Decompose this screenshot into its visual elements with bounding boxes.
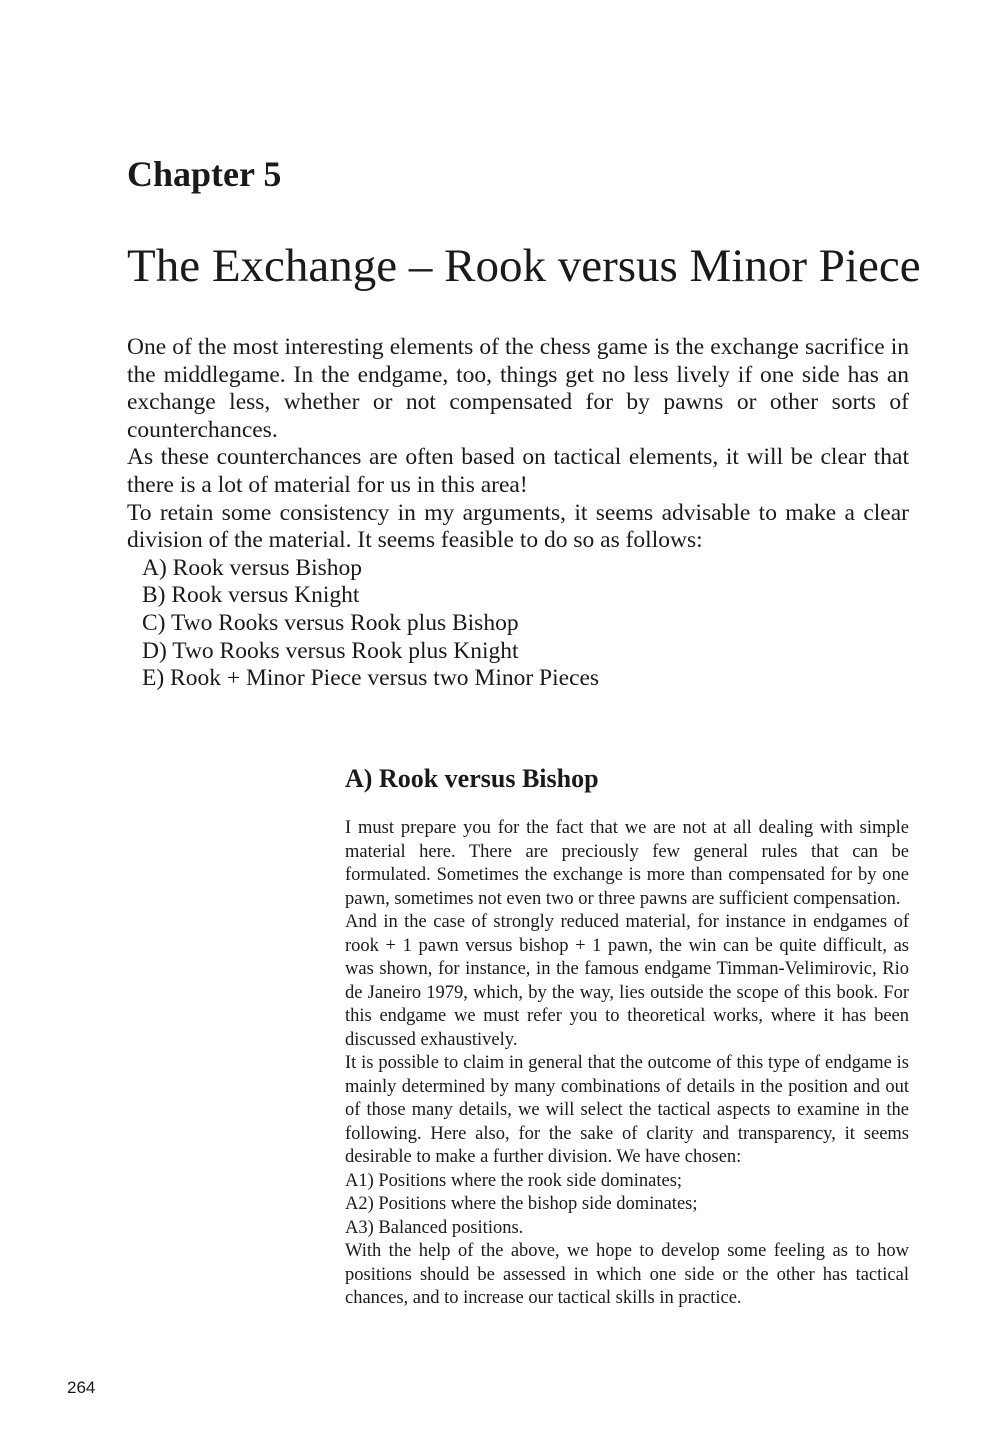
division-item: B) Rook versus Knight [142,582,360,609]
section-closing-paragraph: With the help of the above, we hope to develop some feeling as to how positions should be assessed in which one side or the other has tactical chances, and to increase our tactical skills in practice. [345,1241,909,1308]
intro-paragraph: One of the most interesting elements of the chess game is the exchange sacrifice in the middlegame. In the endgame, too, things get no less lively if one side has an exchange less, whether or not compensated for by pawns or other sorts of counterchances. [127,334,909,443]
section-paragraph: I must prepare you for the fact that we are not at all dealing with simple material here. There are preciously few general rules that can be formulated. Sometimes the exchange is more than compensated for by one pawn, sometimes not even two or three pawns are sufficient compensation. [345,818,909,909]
subdivision-item: A1) Positions where the rook side dominates; [345,1170,683,1191]
page-number: 264 [67,1378,96,1397]
chapter-title: The Exchange – Rook versus Minor Piece [127,240,921,292]
division-item: E) Rook + Minor Piece versus two Minor Pieces [142,665,600,692]
section-body [345,817,909,1311]
intro-text [127,334,909,693]
division-item: A) Rook versus Bishop [142,554,362,581]
division-item: C) Two Rooks versus Rook plus Bishop [142,609,519,636]
intro-paragraph: To retain some consistency in my arguments, it seems advisable to make a clear division of the material. It seems feasible to do so as follows: [127,499,909,554]
chapter-label: Chapter 5 [127,154,282,194]
section-heading: A) Rook versus Bishop [345,764,599,793]
intro-paragraph: As these counterchances are often based on tactical elements, it will be clear that there is a lot of material for us in this area! [127,444,909,498]
subdivision-item: A2) Positions where the bishop side dominates; [345,1194,698,1214]
section-paragraph: And in the case of strongly reduced material, for instance in endgames of rook + 1 pawn versus bishop + 1 pawn, the win can be quite difficult, as was shown, for instance, in the famous endgame Timman-Velimirovic, Rio de Janeiro 1979, which, by the way, lies outside the scope of this book. For this endgame we must refer you to theoretical works, where it has been discussed exhaustively. [345,912,909,1050]
division-list [127,555,909,693]
division-item: D) Two Rooks versus Rook plus Knight [142,637,519,664]
subdivision-item: A3) Balanced positions. [345,1217,524,1238]
section-paragraph: It is possible to claim in general that the outcome of this type of endgame is mainly determined by many combinations of details in the position and out of those many details, we will select the tactical aspects to examine in the following. Here also, for the sake of clarity and transparency, it seems desirable to make a further division. We have chosen: [345,1053,909,1167]
